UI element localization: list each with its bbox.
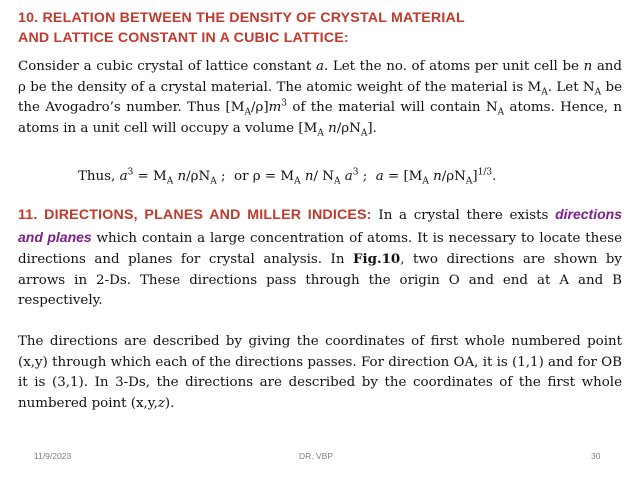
section-10-heading — [18, 8, 618, 48]
density-formula: Thus, $a^3 = M_A$ $n/\rho N_A$ ; or $\rho = M_A$ n/ $N_A$ $a^3$ ; $a = [M_A$ $n/\rho N_A]^{1/3}$. — [78, 167, 497, 187]
footer-page-number: 30 — [591, 451, 601, 461]
section-10-paragraph: Consider a cubic crystal of lattice constant a. Let the no. of atoms per unit cell be n and ρ be the density of a crystal material. The atomic weight of the material is $M_A$. Let $N_A$ be the Avogadro’s number. Thus $[M_A/\rho]m^3$ of the material will contain $N_A$ atoms. Hence, n atoms in a unit cell will occupy a volume [$M_A$ $n/\rho N_A$]. — [18, 59, 623, 139]
section-10-heading-line1: 10. RELATION BETWEEN THE DENSITY OF CRYSTAL MATERIAL — [18, 10, 465, 26]
fig-10-reference: Fig.10 — [353, 251, 401, 267]
directions-planes-highlight: directions and planes — [18, 206, 622, 245]
directions-paragraph: The directions are described by giving the coordinates of first whole numbered point (x,y) through which each of the directions passes. For direction OA, it is (1,1) and for OB it is (3,1). In 3-Ds, the directions are described by the coordinates of the first whole numbered point (x,y,z). — [18, 334, 622, 411]
section-11-paragraph: 11. DIRECTIONS, PLANES AND MILLER INDICES: In a crystal there exists directions and planes which contain a large concentration of atoms. It is necessary to locate these directions and planes for crystal analysis. In Fig.10, two directions are shown by arrows in 2-Ds. These directions pass through the origin O and end at A and B respectively. — [18, 206, 623, 308]
footer-date: 11/9/2023 — [34, 451, 72, 461]
section-10-heading-line2: AND LATTICE CONSTANT IN A CUBIC LATTICE: — [18, 30, 349, 46]
section-11-heading: 11. DIRECTIONS, PLANES AND MILLER INDICES: — [18, 207, 372, 223]
footer-author: DR. VBP — [299, 451, 334, 461]
